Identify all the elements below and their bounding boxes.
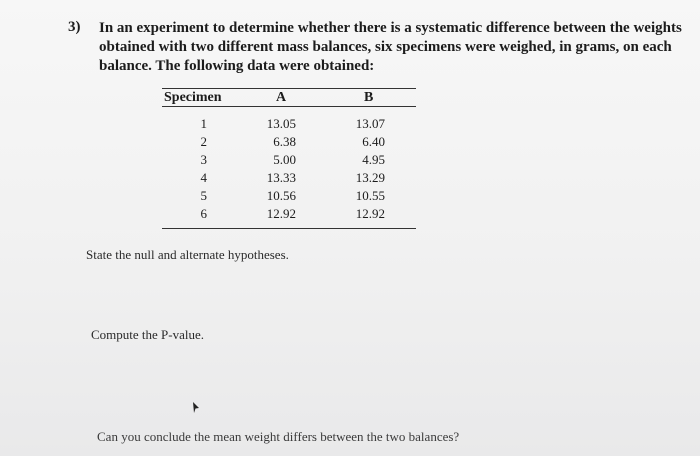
- prompt-line-3: balance. The following data were obtained:: [99, 58, 375, 74]
- cell-a: 12.92: [266, 206, 296, 221]
- cell-a: 5.00: [273, 152, 296, 167]
- cell-a: 13.05: [266, 116, 296, 131]
- cell-b: 10.55: [355, 188, 385, 203]
- subquestion-conclusion: Can you conclude the mean weight differs between the two balances?: [97, 429, 460, 444]
- data-table: [162, 88, 416, 230]
- cell-b: 4.95: [362, 152, 385, 167]
- table-row: [162, 152, 416, 170]
- cell-b: 12.92: [355, 206, 385, 221]
- cell-a: 10.56: [266, 188, 296, 203]
- cell-specimen: 6: [200, 206, 207, 221]
- table-bottom-rule: [162, 228, 416, 229]
- header-specimen: Specimen: [164, 90, 222, 105]
- table-top-rule: [162, 88, 416, 89]
- table-row: [162, 188, 416, 206]
- prompt-line-1: In an experiment to determine whether there is a systematic difference between the weights: [99, 20, 682, 36]
- question-prompt: [99, 19, 682, 76]
- table-body: [162, 116, 416, 224]
- cell-b: 13.07: [355, 116, 385, 131]
- question-number: 3): [68, 19, 81, 35]
- header-a: A: [276, 90, 287, 105]
- prompt-line-2: obtained with two different mass balances, six specimens were weighed, in grams, on each: [99, 39, 672, 55]
- cell-specimen: 2: [200, 134, 207, 149]
- mouse-pointer-icon: [190, 402, 200, 414]
- table-row: [162, 170, 416, 188]
- cell-specimen: 4: [200, 170, 207, 185]
- subquestion-p-value: Compute the P-value.: [91, 327, 205, 342]
- cell-a: 13.33: [266, 170, 296, 185]
- table-header-rule: [162, 106, 416, 107]
- table-row: [162, 206, 416, 224]
- cell-specimen: 3: [200, 152, 207, 167]
- subquestion-hypotheses: State the null and alternate hypotheses.: [86, 247, 289, 262]
- table-row: [162, 116, 416, 134]
- header-b: B: [364, 90, 374, 105]
- cell-a: 6.38: [273, 134, 296, 149]
- table-row: [162, 134, 416, 152]
- cell-specimen: 1: [200, 116, 207, 131]
- cell-specimen: 5: [200, 188, 207, 203]
- cell-b: 13.29: [355, 170, 385, 185]
- cell-b: 6.40: [362, 134, 385, 149]
